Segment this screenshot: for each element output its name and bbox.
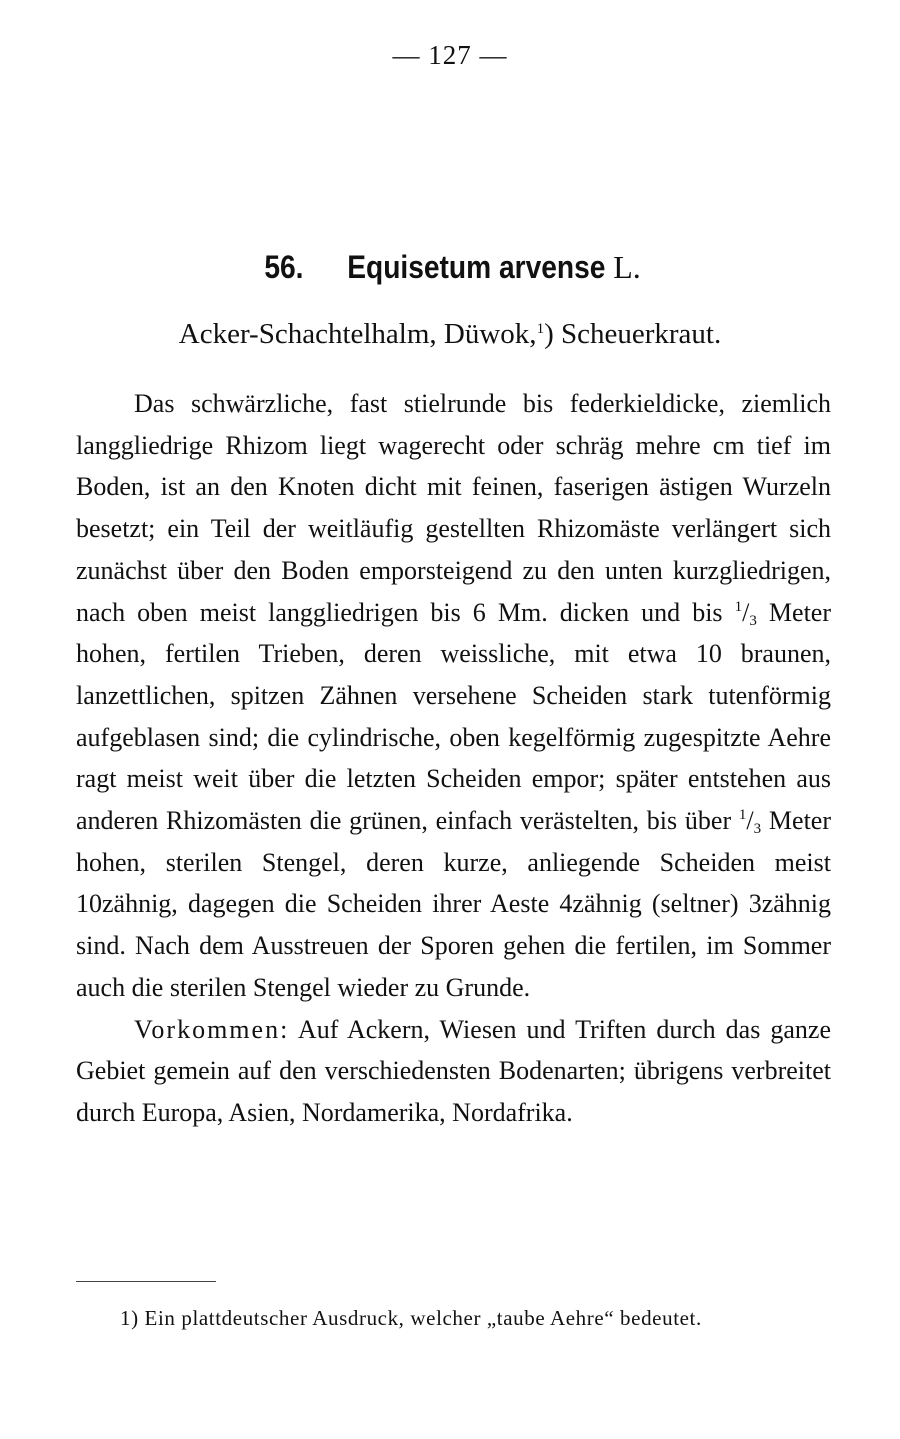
fraction-denominator: 3 — [749, 612, 757, 629]
fraction-numerator: 1 — [738, 807, 747, 824]
occurrence-paragraph — [76, 1009, 831, 1134]
footnote-divider — [76, 1281, 216, 1282]
description-part-3: Meter hohen, sterilen Stengel, deren kurze, anliegende Scheiden meist 10zähnig, dagegen die Scheiden ihrer Aeste 4zähnig (seltner) 3zähnig sind. Nach dem Ausstreuen der Sporen gehen die fertilen, im Sommer auch die sterilen Stengel wieder zu Grunde. — [76, 806, 831, 1002]
common-names — [0, 318, 900, 351]
common-names-tail: ) Scheuerkraut. — [544, 318, 722, 350]
footnote-mark: 1 — [536, 321, 545, 337]
fraction-numerator: 1 — [734, 598, 743, 615]
species-heading — [0, 249, 900, 286]
footnote: 1) Ein plattdeutscher Ausdruck, welcher „taube Aehre“ bedeutet. — [120, 1306, 702, 1330]
common-names-text: Acker-Schachtelhalm, Düwok, — [178, 318, 537, 350]
occurrence-label: Vorkommen: — [134, 1014, 290, 1044]
author-abbreviation: L. — [613, 249, 641, 285]
description-paragraph: Das schwärzliche, fast stielrunde bis federkieldicke, ziemlich langgliedrige Rhizom liegt wagerecht oder schräg mehre cm tief im Boden, ist an den Knoten dicht mit feinen, faserigen ästigen Wurzeln besetzt; ein Teil der weitläufig gestellten Rhizomäste verlängert sich zunächst über den Boden emporsteigend zu den unten kurzgliedrigen, nach oben meist langgliedrigen bis 6 Mm. dicken und bis $^1$/3 Meter hohen, fertilen Trieben, deren weissliche, mit etwa 10 braunen, lanzettlichen, spitzen Zähnen versehene Scheiden stark tutenförmig aufgeblasen sind; die cylindrische, oben kegelförmig zugespitzte Aehre ragt meist weit über die letzten Scheiden empor; später entstehen aus anderen Rhizomästen die grünen, einfach verästelten, bis über $^1$/3 Meter hohen, sterilen Stengel, deren kurze, anliegende Scheiden meist 10zähnig, dagegen die Scheiden ihrer Aeste 4zähnig (seltner) 3zähnig sind. Nach dem Ausstreuen der Sporen gehen die fertilen, im Sommer auch die sterilen Stengel wieder zu Grunde. — [76, 389, 831, 1002]
fraction-denominator: 3 — [753, 821, 762, 838]
page-number: — 127 — — [392, 40, 508, 70]
heading-number: 56. — [264, 249, 304, 285]
occurrence-text: Auf Ackern, Wiesen und Triften durch das ganze Gebiet gemein auf den verschiedensten Bodenarten; übrigens verbreitet durch Europa, Asien, Nordamerika, Nordafrika. — [76, 1014, 831, 1127]
description-part-2: Meter hohen, fertilen Trieben, deren weissliche, mit etwa 10 braunen, lanzettlichen, spitzen Zähnen versehene Scheiden stark tutenförmig aufgeblasen sind; die cylindrische, oben kegelförmig zugespitzte Aehre ragt meist weit über die letzten Scheiden empor; später entstehen aus anderen Rhizomästen die grünen, einfach verästelten, bis über — [76, 597, 831, 836]
body-text — [76, 383, 831, 1134]
description-part-1: Das schwärzliche, fast stielrunde bis federkieldicke, ziemlich langgliedrige Rhizom liegt wagerecht oder schräg mehre cm tief im Boden, ist an den Knoten dicht mit feinen, faserigen ästigen Wurzeln besetzt; ein Teil der weitläufig gestellten Rhizomäste verlängert sich zunächst über den Boden emporsteigend zu den unten kurzgliedrigen, nach oben meist langgliedrigen bis 6 Mm. dicken und bis — [76, 389, 831, 627]
species-name: Equisetum arvense — [346, 249, 606, 285]
